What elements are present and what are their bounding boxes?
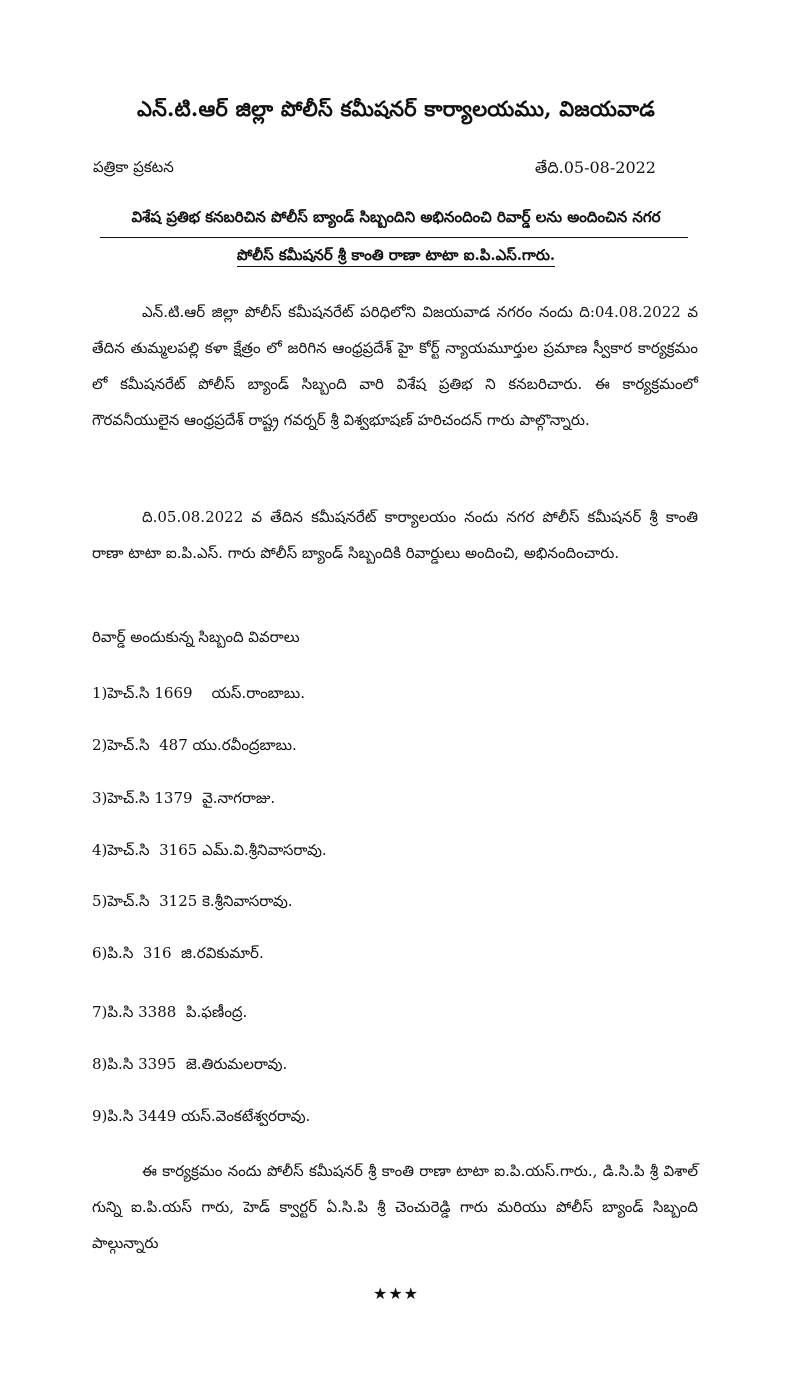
list-item: 3)హెచ్.సి 1379 వై.నాగరాజు. bbox=[92, 789, 276, 807]
paragraph-attendees bbox=[92, 1153, 698, 1261]
paragraph-attendees-text: ఈ కార్యక్రమం నందు పోలీస్ కమీషనర్ శ్రీ కాంతి రాణా టాటా ఐ.పి.యస్.గారు., డి.సి.పి శ్రీ విశాల్ గున్ని ఐ.పి.యస్ గారు, హెడ్ క్వార్టర్ ఏ.సి.పి శ్రీ చెంచురెడ్డి గారు మరియు పోలీస్ బ్యాండ్ సిబ్బంది పాల్గున్నారు bbox=[92, 1162, 698, 1252]
list-item: 1)హెచ్.సి 1669 యస్.రాంబాబు. bbox=[92, 684, 305, 702]
closing-stars: ★★★ bbox=[372, 1284, 420, 1303]
office-title: ఎన్.టి.ఆర్ జిల్లా పోలీస్ కమీషనర్ కార్యాలయము, విజయవాడ bbox=[136, 96, 656, 121]
list-item: 2)హెచ్.సి 487 యు.రవీంద్రబాబు. bbox=[92, 736, 297, 754]
list-item: 5)హెచ్.సి 3125 కె.శ్రీనివాసరావు. bbox=[92, 892, 293, 910]
list-item: 9)పి.సి 3449 యస్.వెంకటేశ్వరరావు. bbox=[92, 1107, 311, 1125]
paragraph-rewards-text: ది.05.08.2022 వ తేదిన కమీషనరేట్ కార్యాలయం నందు నగర పోలీస్ కమీషనర్ శ్రీ కాంతి రాణా టాటా ఐ.పి.ఎస్. గారు పోలీస్ బ్యాండ్ సిబ్బందికి రివార్డులు అందించి, అభినందించారు. bbox=[92, 508, 698, 562]
headline-line-2-wrapper bbox=[0, 246, 792, 268]
headline-line-1: విశేష ప్రతిభ కనబరిచిన పోలీస్ బ్యాండ్ సిబ్బందిని అభినందించి రివార్డ్ లను అందించిన నగర bbox=[131, 208, 661, 226]
list-item: 4)హెచ్.సి 3165 ఎమ్.వి.శ్రీనివాసరావు. bbox=[92, 841, 327, 859]
list-item: 6)పి.సి 316 జి.రవికుమార్. bbox=[92, 944, 264, 962]
headline-underline bbox=[100, 237, 688, 238]
paragraph-event-text: ఎన్.టి.ఆర్ జిల్లా పోలీస్ కమీషనరేట్ పరిధిలోని విజయవాడ నగరం నందు ది:04.08.2022 వ తేదిన తుమ్మలపల్లి కళా క్షేత్రం లో జరిగిన ఆంధ్రప్రదేశ్ హై కోర్ట్ న్యాయమూర్తుల ప్రమాణ స్వీకార కార్యక్రమం లో కమీషనరేట్ పోలీస్ బ్యాండ్ సిబ్బంది వారి విశేష ప్రతిభ ని కనబరిచారు. ఈ కార్యక్రమంలో గౌరవనీయులైన ఆంధ్రప్రదేశ్ రాష్ట్ర గవర్నర్ శ్రీ విశ్వభూషణ్ హరిచందన్ గారు పాల్గొన్నారు. bbox=[92, 303, 698, 429]
list-item: 8)పి.సి 3395 జె.తిరుమలరావు. bbox=[92, 1055, 288, 1073]
list-item: 7)పి.సి 3388 పి.ఫణీంద్ర. bbox=[92, 1003, 248, 1021]
rewardee-list-title: రివార్డ్ అందుకున్న సిబ్బంది వివరాలు bbox=[92, 628, 300, 646]
release-date: తేది.05-08-2022 bbox=[534, 158, 656, 177]
paragraph-event bbox=[92, 294, 698, 438]
paragraph-rewards bbox=[92, 499, 698, 571]
press-note-label: పత్రికా ప్రకటన bbox=[93, 158, 174, 176]
headline-line-2: పోలీస్ కమీషనర్ శ్రీ కాంతి రాణా టాటా ఐ.పి.ఎస్.గారు. bbox=[237, 246, 555, 267]
